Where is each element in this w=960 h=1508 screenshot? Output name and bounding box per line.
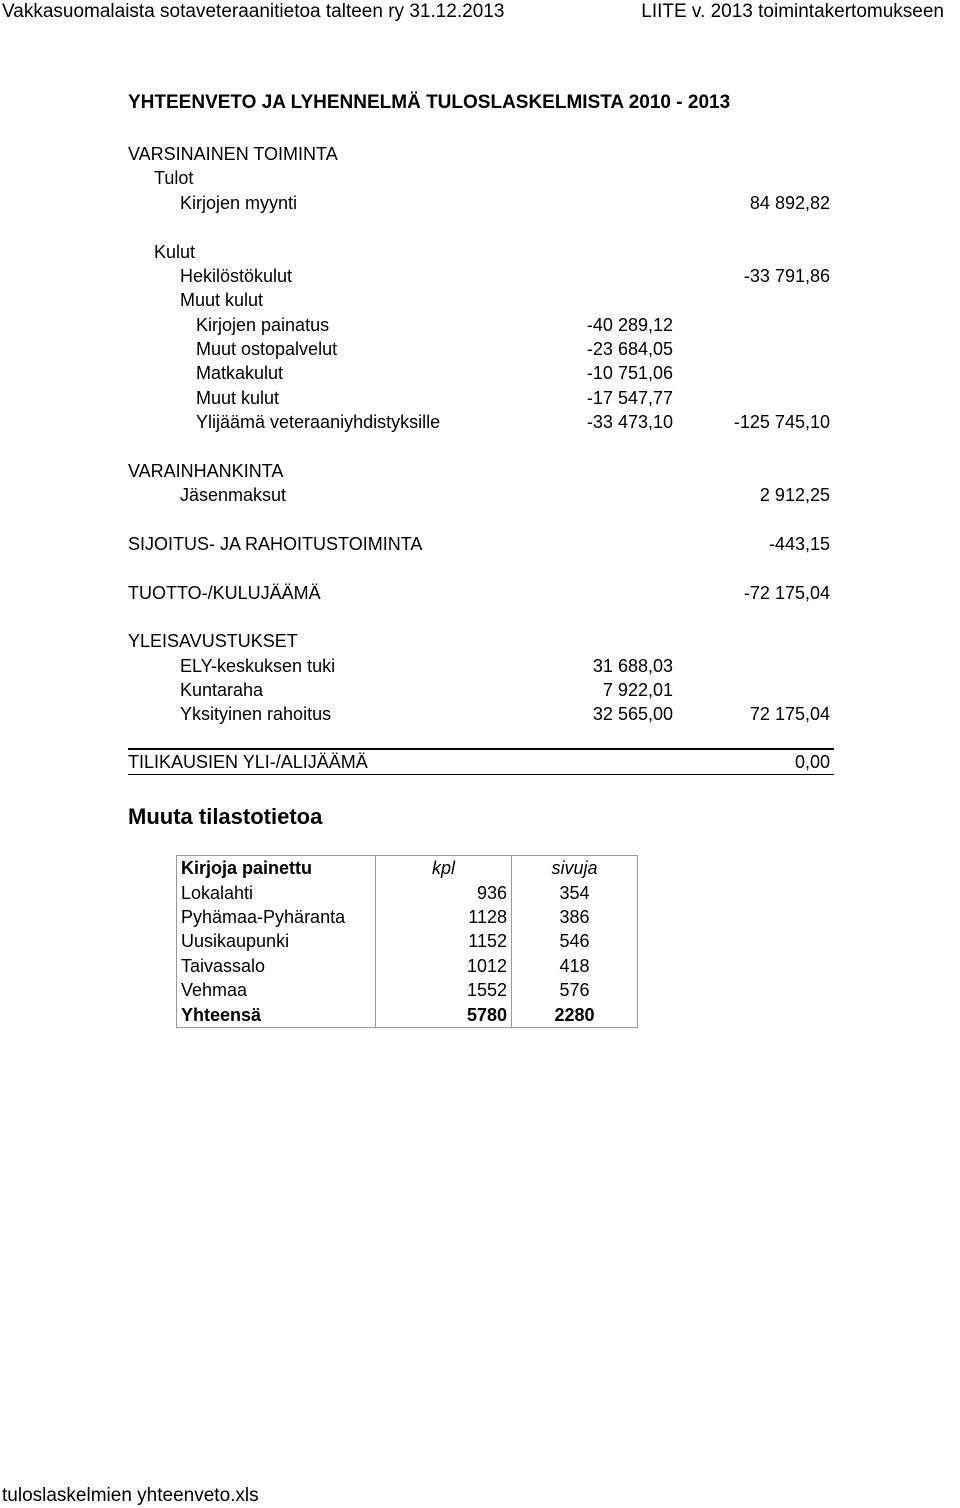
row-value-sub: 31 688,03 <box>592 656 673 676</box>
row-label: Kuntaraha <box>180 680 264 700</box>
row-label: Muut kulut <box>180 290 264 310</box>
row-label: VARAINHANKINTA <box>128 461 284 481</box>
stats-header-cell: Kirjoja painettu <box>177 856 376 881</box>
stats-cell-name: Lokalahti <box>177 880 376 904</box>
row-ylijaama <box>0 410 960 434</box>
table-row <box>177 905 638 929</box>
row-label: ELY-keskuksen tuki <box>180 656 336 676</box>
row-value-sub: 32 565,00 <box>592 704 673 724</box>
row-kuntaraha <box>0 678 960 702</box>
row-value-sub: -23 684,05 <box>586 339 673 359</box>
row-henkilostokulut <box>0 264 960 288</box>
row-sijoitus <box>0 532 960 556</box>
page-header-right: LIITE v. 2013 toimintakertomukseen <box>641 1 944 22</box>
stats-total-sivuja: 2280 <box>512 1002 638 1027</box>
row-value-sub: -10 751,06 <box>586 363 673 383</box>
stats-cell-kpl: 936 <box>376 880 512 904</box>
stats-cell-sivuja: 386 <box>512 905 638 929</box>
row-label: Kulut <box>154 242 196 262</box>
row-value-sub: -40 289,12 <box>586 315 673 335</box>
stats-cell-kpl: 1152 <box>376 929 512 953</box>
row-value-total: -72 175,04 <box>743 583 830 603</box>
row-label: Kirjojen painatus <box>196 315 330 335</box>
row-label: Yksityinen rahoitus <box>180 704 332 724</box>
stats-cell-sivuja: 354 <box>512 880 638 904</box>
stats-cell-sivuja: 576 <box>512 978 638 1002</box>
stats-cell-name: Vehmaa <box>177 978 376 1002</box>
row-label: TUOTTO-/KULUJÄÄMÄ <box>128 583 321 603</box>
stats-cell-sivuja: 546 <box>512 929 638 953</box>
row-label: SIJOITUS- JA RAHOITUSTOIMINTA <box>128 534 423 554</box>
row-label: Muut ostopalvelut <box>196 339 338 359</box>
stats-cell-sivuja: 418 <box>512 954 638 978</box>
row-label: Matkakulut <box>196 363 284 383</box>
table-row <box>177 978 638 1002</box>
stats-total-label: Yhteensä <box>177 1002 376 1027</box>
table-row <box>177 880 638 904</box>
stats-cell-name: Pyhämaa-Pyhäranta <box>177 905 376 929</box>
row-label: Kirjojen myynti <box>180 193 298 213</box>
row-value-total: 72 175,04 <box>749 704 830 724</box>
row-value-total: 0,00 <box>794 752 830 772</box>
row-ely-tuki <box>0 654 960 678</box>
row-label: Ylijäämä veteraaniyhdistyksille <box>196 412 441 432</box>
table-row <box>177 929 638 953</box>
page-header-left: Vakkasuomalaista sotaveteraanitietoa talteen ry 31.12.2013 <box>2 1 505 22</box>
row-jasenmaksut <box>0 483 960 507</box>
row-label: YLEISAVUSTUKSET <box>128 631 298 651</box>
stats-cell-name: Uusikaupunki <box>177 929 376 953</box>
stats-cell-kpl: 1128 <box>376 905 512 929</box>
row-value-total: -443,15 <box>768 534 830 554</box>
stats-cell-kpl: 1552 <box>376 978 512 1002</box>
stats-cell-name: Taivassalo <box>177 954 376 978</box>
summary-bottom-rule <box>128 774 834 775</box>
row-kirjojen-painatus <box>0 313 960 337</box>
stats-header-row <box>177 856 638 881</box>
stats-subtitle: Muuta tilastotietoa <box>128 804 323 829</box>
row-label: Muut kulut <box>196 388 280 408</box>
page-footer: tuloslaskelmien yhteenveto.xls <box>2 1485 259 1506</box>
row-tilikausien-yli-alijaama <box>0 750 960 774</box>
row-label: TILIKAUSIEN YLI-/ALIJÄÄMÄ <box>128 752 368 772</box>
row-kirjojen-myynti <box>0 191 960 215</box>
row-value-total: 2 912,25 <box>759 485 830 505</box>
row-value-total: -125 745,10 <box>733 412 830 432</box>
stats-cell-kpl: 1012 <box>376 954 512 978</box>
row-label: Tulot <box>154 168 194 188</box>
stats-table <box>176 855 638 1028</box>
stats-total-kpl: 5780 <box>376 1002 512 1027</box>
row-yksityinen-rahoitus <box>0 702 960 726</box>
row-value-total: -33 791,86 <box>743 266 830 286</box>
stats-header-cell: kpl <box>376 856 512 881</box>
table-row <box>177 954 638 978</box>
row-value-sub: -33 473,10 <box>586 412 673 432</box>
row-label: VARSINAINEN TOIMINTA <box>128 144 338 164</box>
row-value-sub: -17 547,77 <box>586 388 673 408</box>
stats-header-cell: sivuja <box>512 856 638 881</box>
row-matkakulut <box>0 361 960 385</box>
stats-total-row <box>177 1002 638 1027</box>
report-title: YHTEENVETO JA LYHENNELMÄ TULOSLASKELMISTA 2010 - 2013 <box>128 92 731 113</box>
row-label: Hekilöstökulut <box>180 266 293 286</box>
row-muut-kulut <box>0 386 960 410</box>
row-tuotto-kulujaama <box>0 581 960 605</box>
row-label: Jäsenmaksut <box>180 485 287 505</box>
row-value-sub: 7 922,01 <box>602 680 673 700</box>
row-muut-ostopalvelut <box>0 337 960 361</box>
row-value-total: 84 892,82 <box>749 193 830 213</box>
